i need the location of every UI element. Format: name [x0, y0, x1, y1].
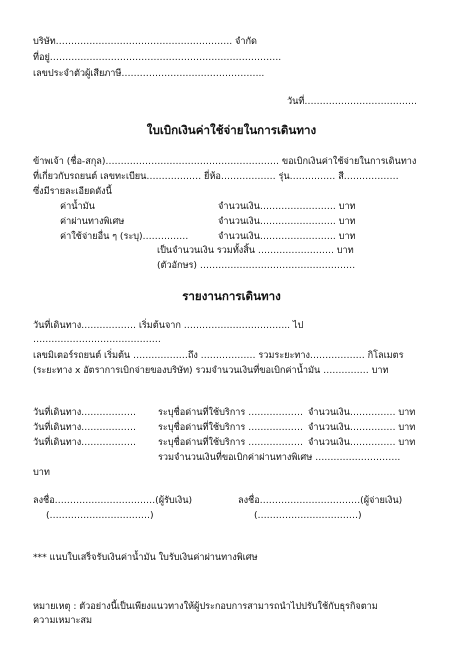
company-name-line: บริษัท…………………………………………………. จำกัด	[33, 36, 257, 47]
tax-id-line: เลขประจำตัวผู้เสียภาษี………………………………………..	[33, 68, 265, 79]
toll-row-provider: ระบุชื่อด่านที่ใช้บริการ ………………	[158, 422, 303, 433]
remark-line-2: ความเหมาะสม	[33, 615, 92, 626]
toll-row-date: วันที่เดินทาง………………	[33, 422, 136, 433]
toll-row-amount: จำนวนเงิน…………… บาท	[308, 422, 416, 433]
fuel-rate-line: (ระยะทาง x อัตราการเบิกจ่ายของบริษัท) รวมจำนวนเงินที่ขอเบิกค่าน้ำมัน …………… บาท	[33, 365, 389, 376]
toll-total-line: รวมจำนวนเงินที่ขอเบิกค่าผ่านทางพิเศษ ……………………….	[158, 452, 401, 463]
expense-label-toll: ค่าผ่านทางพิเศษ	[60, 216, 125, 227]
attachment-note: *** แนบใบเสร็จรับเงินค่าน้ำมัน ใบรับเงินค่าผ่านทางพิเศษ	[33, 552, 258, 563]
toll-row-amount: จำนวนเงิน…………… บาท	[308, 437, 416, 448]
payer-name-line: (……………………………)	[254, 510, 362, 521]
expense-label-fuel: ค่าน้ำมัน	[60, 201, 95, 212]
payer-signature-line: ลงชื่อ……………………………(ผู้จ่ายเงิน)	[238, 495, 403, 506]
form-title: ใบเบิกเงินค่าใช้จ่ายในการเดินทาง	[146, 123, 317, 137]
date-line: วันที่……………………………….	[287, 96, 417, 107]
mileage-line: เลขมิเตอร์รถยนต์ เริ่มต้น ………………ถึง ……………… รวมระยะทาง……………… กิโลเมตร	[33, 350, 404, 361]
receiver-signature-line: ลงชื่อ……………………………(ผู้รับเงิน)	[33, 495, 193, 506]
trip-continuation-line: ……………………………………	[33, 334, 161, 345]
expense-amount-fuel: จำนวนเงิน……………………. บาท	[218, 201, 356, 212]
vehicle-line: ที่เกี่ยวกับรถยนต์ เลขทะเบียน……………… ยี่ห้อ……………… รุ่น…………… สี………………	[33, 171, 399, 182]
trip-line: วันที่เดินทาง……………… เริ่มต้นจาก …………………………….. ไป	[33, 320, 304, 331]
details-intro-line: ซึ่งมีรายละเอียดดังนี้	[33, 186, 112, 197]
toll-total-unit: บาท	[33, 467, 50, 478]
toll-row-provider: ระบุชื่อด่านที่ใช้บริการ ………………	[158, 437, 303, 448]
requester-line: ข้าพเจ้า (ชื่อ-สกุล)………………………………………………… ขอเบิกเงินค่าใช้จ่ายในการเดินทาง	[33, 156, 417, 167]
total-in-words-line: (ตัวอักษร) ……………………………………………	[157, 260, 356, 271]
toll-row-date: วันที่เดินทาง………………	[33, 437, 136, 448]
expense-amount-toll: จำนวนเงิน……………………. บาท	[218, 216, 356, 227]
expense-amount-other: จำนวนเงิน……………………. บาท	[218, 231, 356, 242]
report-title: รายงานการเดินทาง	[182, 289, 281, 303]
toll-row-provider: ระบุชื่อด่านที่ใช้บริการ ………………	[158, 407, 303, 418]
expense-label-other: ค่าใช้จ่ายอื่น ๆ (ระบุ)……………	[60, 231, 189, 242]
total-amount-line: เป็นจำนวนเงิน รวมทั้งสิ้น ……………………. บาท	[157, 245, 354, 256]
toll-row-amount: จำนวนเงิน…………… บาท	[308, 407, 416, 418]
company-address-line: ที่อยู่………………………………………………………………….	[33, 52, 282, 63]
remark-line-1: หมายเหตุ : ตัวอย่างนี้เป็นเพียงแนวทางให้ผู้ประกอบการสามารถนำไปปรับใช้กับธุรกิจตาม	[33, 601, 378, 612]
receiver-name-line: (……………………………)	[46, 510, 154, 521]
toll-row-date: วันที่เดินทาง………………	[33, 407, 136, 418]
